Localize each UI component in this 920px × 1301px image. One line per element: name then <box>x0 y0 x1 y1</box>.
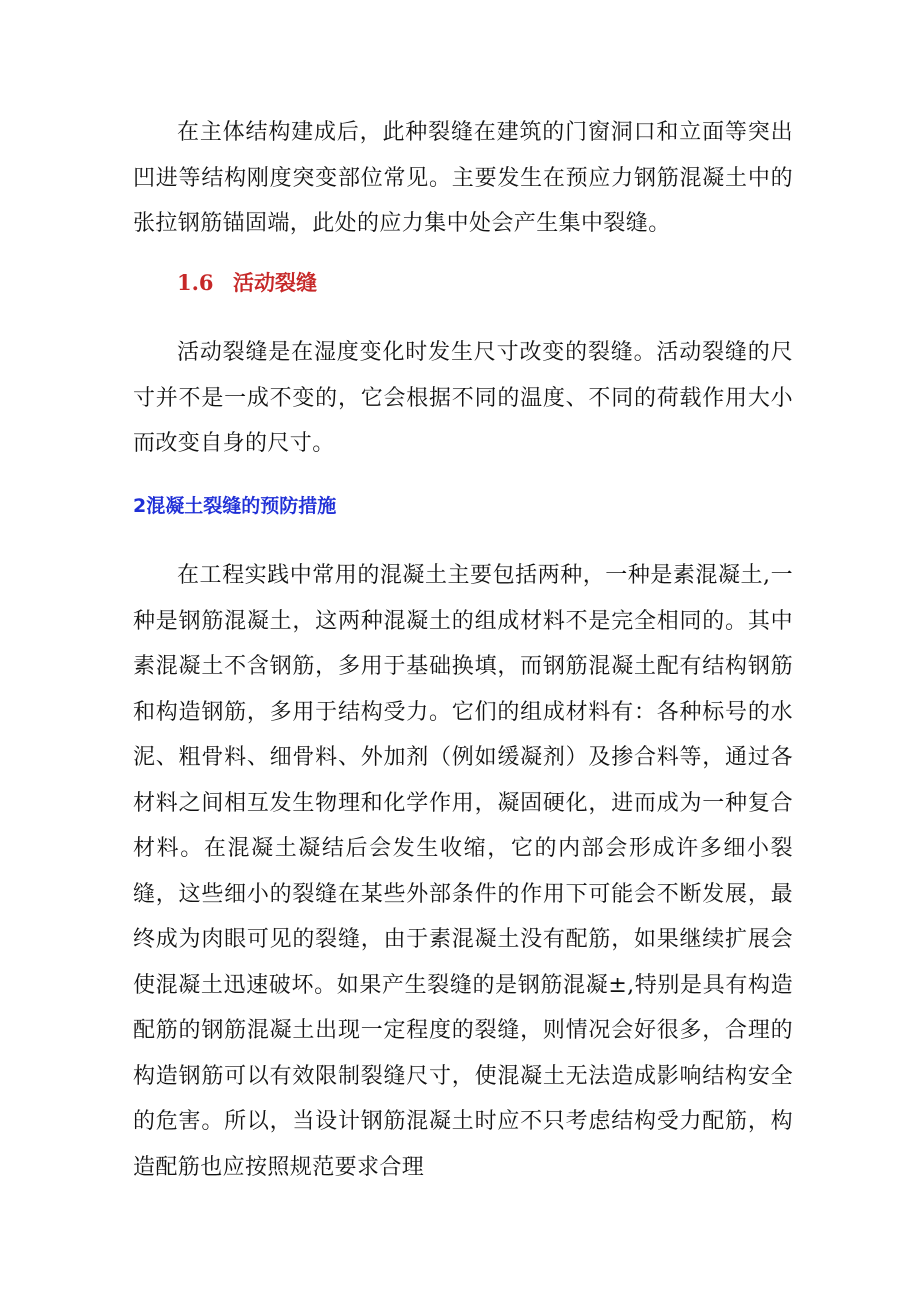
subsection-number: 1.6 <box>177 270 214 295</box>
paragraph-structural-cracks: 在主体结构建成后，此种裂缝在建筑的门窗洞口和立面等突出凹进等结构刚度突变部位常见。主要发生在预应力钢筋混凝土中的张拉钢筋锚固端，此处的应力集中处会产生集中裂缝。 <box>133 120 793 236</box>
paragraph-concrete-composition: 在工程实践中常用的混凝土主要包括两种，一种是素混凝土,一种是钢筋混凝土，这两种混凝土的组成材料不是完全相同的。其中素混凝土不含钢筋，多用于基础换填，而钢筋混凝土配有结构钢筋和构造钢筋，多用于结构受力。它们的组成材料有：各种标号的水泥、粗骨料、细骨料、外加剂（例如缓凝剂）及掺合料等，通过各材料之间相互发生物理和化学作用，凝固硬化，进而成为一种复合材料。在混凝土凝结后会发生收缩，它的内部会形成许多细小裂缝，这些细小的裂缝在某些外部条件的作用下可能会不断发展，最终成为肉眼可见的裂缝，由于素混凝土没有配筋，如果继续扩展会使混凝土迅速破坏。如果产生裂缝的是钢筋混凝±,特别是具有构造配筋的钢筋混凝土出现一定程度的裂缝，则情况会好很多，合理的构造钢筋可以有效限制裂缝尺寸，使混凝土无法造成影响结构安全的危害。所以，当设计钢筋混凝土时应不只考虑结构受力配筋，构造配筋也应按照规范要求合理 <box>133 563 793 1180</box>
paragraph-active-cracks: 活动裂缝是在湿度变化时发生尺寸改变的裂缝。活动裂缝的尺寸并不是一成不变的，它会根据不同的温度、不同的荷载作用大小而改变自身的尺寸。 <box>133 340 793 456</box>
subsection-heading <box>177 266 317 300</box>
subsection-title: 活动裂缝 <box>233 270 317 295</box>
section-heading: 2混凝土裂缝的预防措施 <box>133 495 337 517</box>
